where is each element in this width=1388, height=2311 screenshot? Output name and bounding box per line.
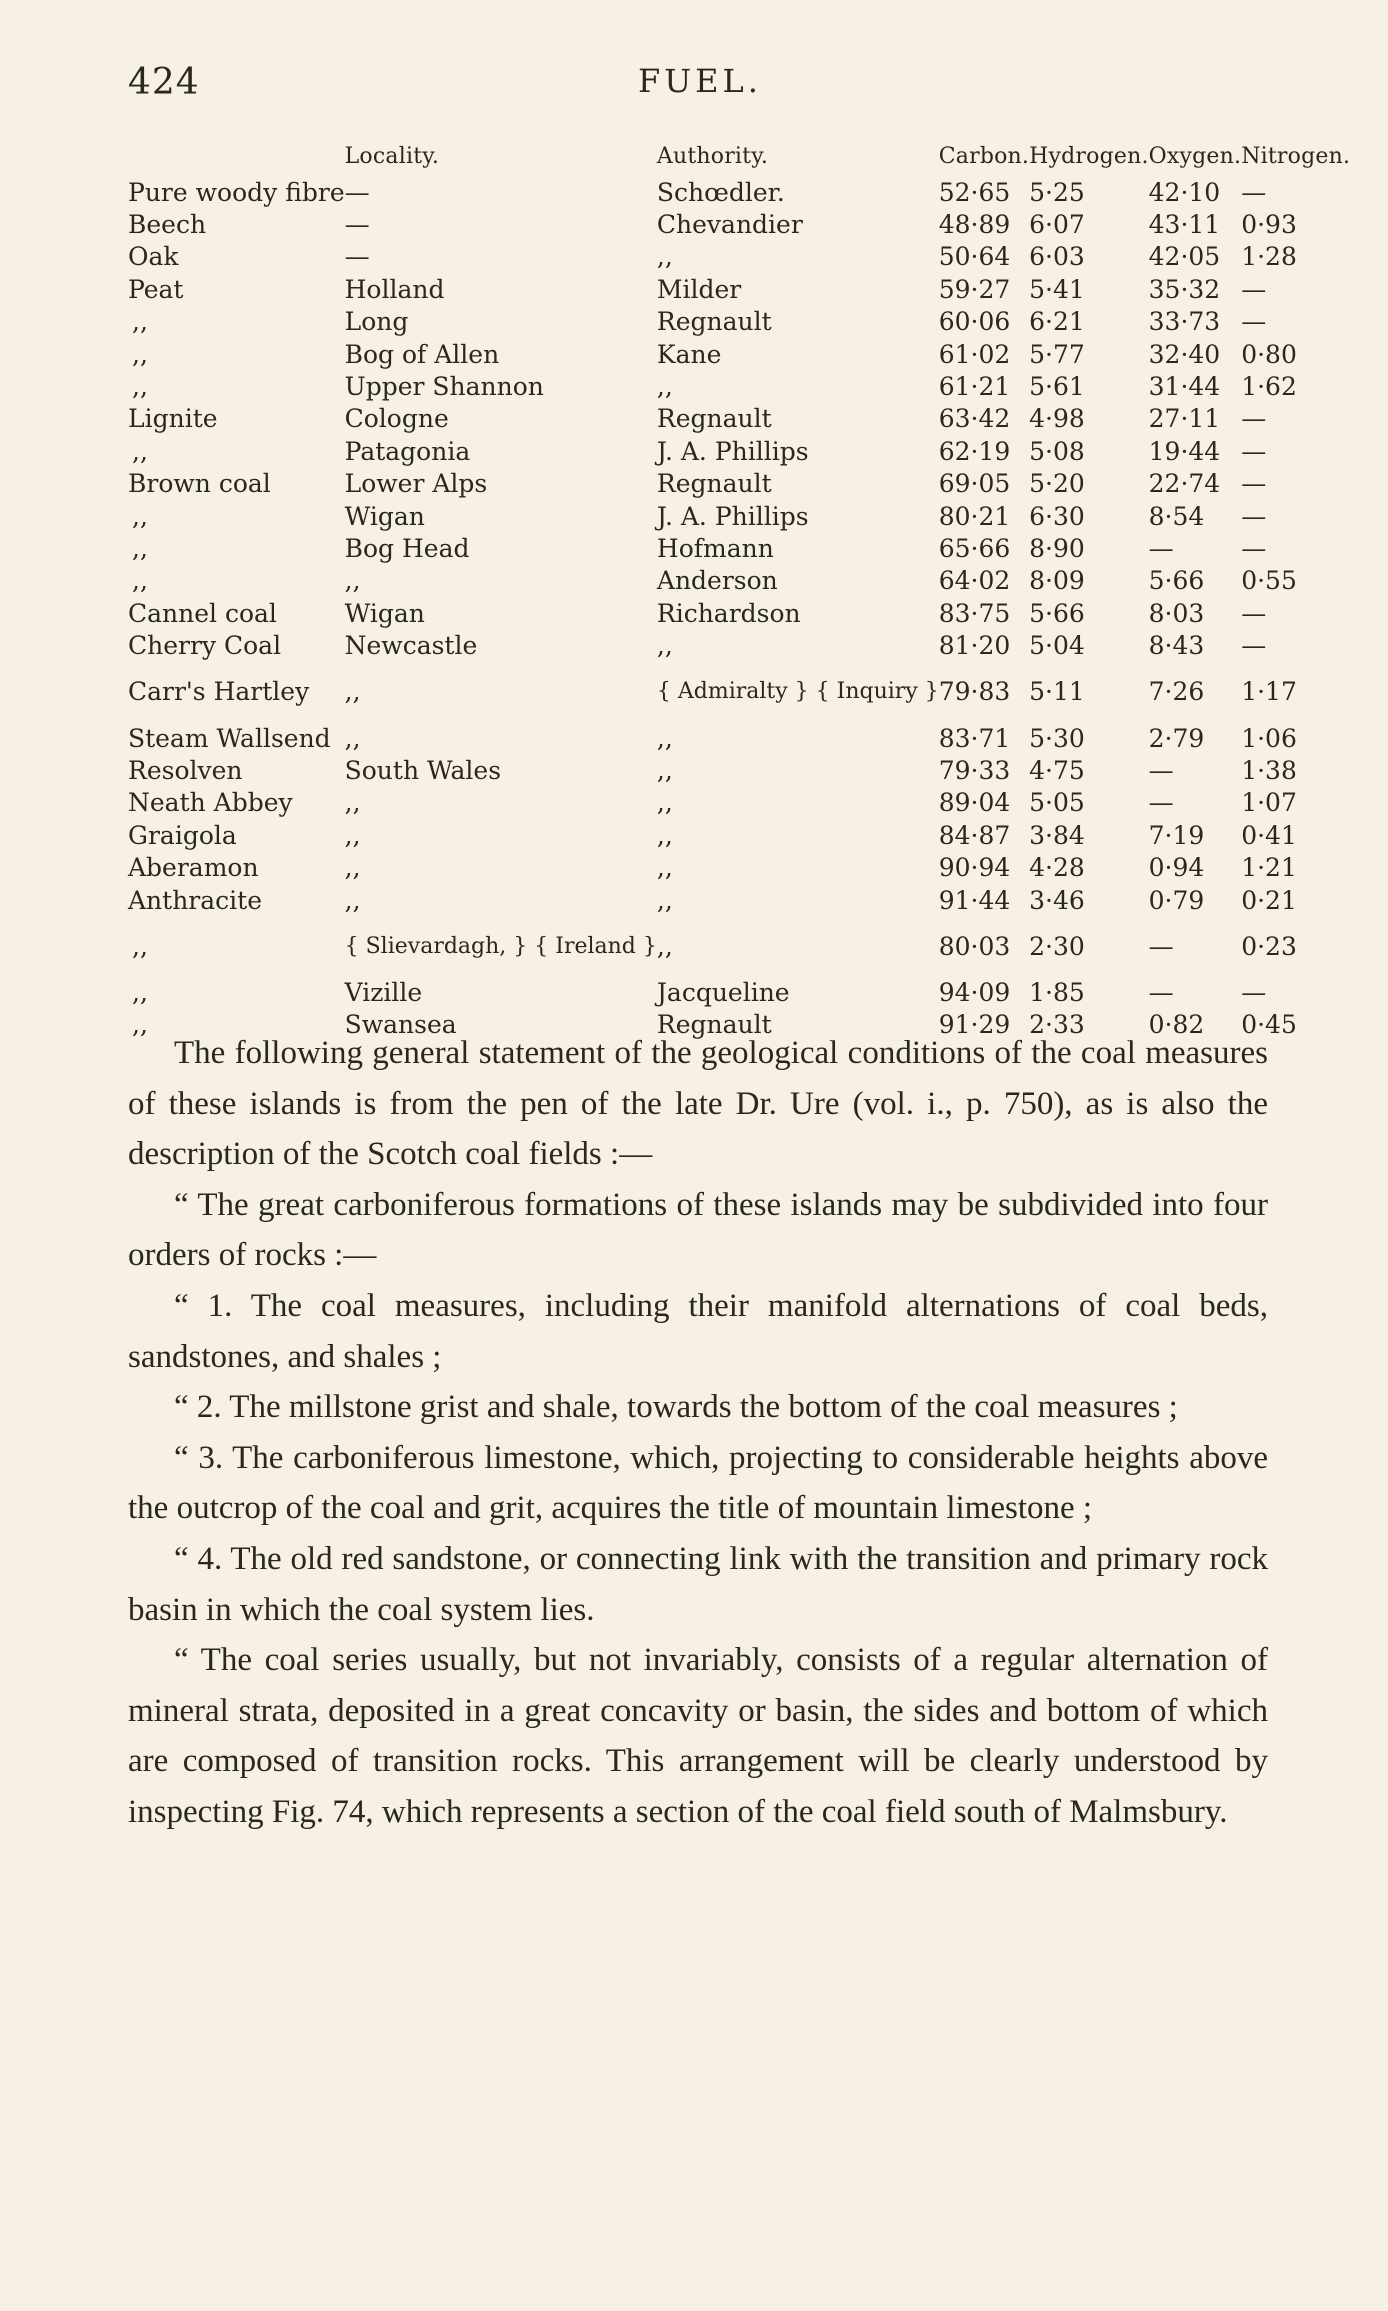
cell-carbon: 64·02 (938, 566, 1011, 596)
cell-nitrogen: — (1241, 177, 1267, 207)
cell-carbon: 83·71 (938, 723, 1011, 753)
cell-carbon: 63·42 (938, 404, 1011, 434)
cell-locality: ,, (344, 853, 361, 883)
cell-hydrogen: 4·28 (1029, 853, 1085, 883)
column-header-oxygen: Oxygen. (1148, 144, 1242, 169)
cell-substance: Lignite (128, 404, 218, 434)
cell-authority: ,, (656, 820, 673, 850)
cell-locality: — (344, 210, 370, 240)
cell-nitrogen: — (1241, 977, 1267, 1007)
cell-substance: ,, (132, 533, 148, 563)
cell-hydrogen: 5·61 (1029, 372, 1085, 402)
cell-carbon: 59·27 (938, 274, 1011, 304)
cell-nitrogen: 0·55 (1241, 566, 1297, 596)
table-header-row (128, 138, 1350, 176)
cell-locality: { Slievardagh, } { Ireland } (344, 933, 657, 959)
cell-locality: ,, (344, 723, 361, 753)
cell-hydrogen: 2·33 (1029, 1010, 1085, 1040)
cell-authority: ,, (656, 723, 673, 753)
cell-nitrogen: 0·93 (1241, 210, 1297, 240)
cell-hydrogen: 5·11 (1029, 677, 1085, 707)
cell-nitrogen: — (1241, 274, 1267, 304)
table-row (128, 916, 1350, 976)
cell-hydrogen: 5·41 (1029, 274, 1085, 304)
cell-locality: Patagonia (344, 436, 471, 466)
cell-oxygen: 7·26 (1148, 677, 1205, 707)
cell-substance: ,, (132, 1010, 148, 1040)
cell-nitrogen: 1·38 (1241, 755, 1297, 785)
cell-oxygen: 33·73 (1148, 307, 1221, 337)
table-row (128, 851, 1350, 883)
cell-hydrogen: 5·25 (1029, 177, 1085, 207)
paragraph: The following general statement of the geological conditions of the coal measures of these islands is from the pen of the late Dr. Ure (vol. i., p. 750), as is also the description of the Scotch coal fields :— (128, 1035, 1268, 1173)
running-title: FUEL. (638, 62, 762, 100)
table-row (128, 435, 1350, 467)
cell-carbon: 91·29 (938, 1010, 1011, 1040)
paragraph: “ 3. The carboniferous limestone, which, projecting to considerable heights above the outcrop of the coal and grit, acquires the title of mountain limestone ; (128, 1439, 1268, 1527)
cell-locality: Newcastle (344, 631, 478, 661)
cell-substance: ,, (132, 501, 148, 531)
cell-oxygen: 42·10 (1148, 177, 1221, 207)
cell-oxygen: — (1148, 788, 1174, 818)
cell-substance: Aberamon (128, 853, 259, 883)
cell-nitrogen: — (1241, 404, 1267, 434)
cell-authority: ,, (656, 885, 673, 915)
column-header-authority: Authority. (656, 144, 769, 169)
cell-oxygen: — (1148, 931, 1174, 961)
paragraph: “ 2. The millstone grist and shale, towards the bottom of the coal measures ; (174, 1389, 1178, 1426)
cell-locality: Holland (344, 274, 445, 304)
cell-substance: ,, (132, 372, 148, 402)
cell-authority: Hofmann (656, 533, 774, 563)
table-row (128, 819, 1350, 851)
cell-authority: Regnault (656, 307, 772, 337)
cell-locality: Long (344, 307, 409, 337)
cell-carbon: 61·02 (938, 339, 1011, 369)
cell-authority: Kane (656, 339, 722, 369)
cell-authority: Milder (656, 274, 742, 304)
cell-hydrogen: 6·21 (1029, 307, 1085, 337)
column-header-nitrogen: Nitrogen. (1241, 144, 1351, 169)
cell-locality: Cologne (344, 404, 449, 434)
cell-oxygen: 0·94 (1148, 853, 1205, 883)
cell-hydrogen: 5·05 (1029, 788, 1085, 818)
cell-nitrogen: — (1241, 436, 1267, 466)
table-row (128, 306, 1350, 338)
cell-hydrogen: 5·08 (1029, 436, 1085, 466)
cell-oxygen: — (1148, 977, 1174, 1007)
cell-locality: ,, (344, 820, 361, 850)
cell-oxygen: 42·05 (1148, 242, 1221, 272)
paragraph: “ The great carboniferous formations of these islands may be subdivided into four orders of rocks :— (128, 1186, 1268, 1274)
cell-hydrogen: 8·09 (1029, 566, 1085, 596)
body-text (128, 1028, 1268, 1838)
cell-oxygen: — (1148, 533, 1174, 563)
cell-locality: Vizille (344, 977, 423, 1007)
cell-carbon: 50·64 (938, 242, 1011, 272)
cell-authority: Regnault (656, 404, 772, 434)
cell-locality: — (344, 177, 370, 207)
cell-locality: Swansea (344, 1010, 457, 1040)
cell-substance: Brown coal (128, 469, 271, 499)
table-row (128, 338, 1350, 370)
cell-substance: Carr's Hartley (128, 677, 310, 707)
cell-authority: ,, (656, 788, 673, 818)
cell-carbon: 81·20 (938, 631, 1011, 661)
cell-substance: Anthracite (128, 885, 262, 915)
cell-substance: Beech (128, 210, 207, 240)
cell-carbon: 60·06 (938, 307, 1011, 337)
cell-carbon: 69·05 (938, 469, 1011, 499)
cell-authority: Richardson (656, 598, 801, 628)
table-row (128, 722, 1350, 754)
cell-substance: ,, (132, 307, 148, 337)
table-row (128, 662, 1350, 722)
cell-oxygen: 19·44 (1148, 436, 1221, 466)
cell-oxygen: 2·79 (1148, 723, 1205, 753)
cell-carbon: 83·75 (938, 598, 1011, 628)
table-row (128, 532, 1350, 564)
cell-authority: Regnault (656, 469, 772, 499)
cell-carbon: 80·03 (938, 931, 1011, 961)
cell-locality: ,, (344, 788, 361, 818)
paragraph: “ 1. The coal measures, including their manifold alternations of coal beds, sandstones, and shales ; (128, 1287, 1268, 1375)
cell-nitrogen: 1·28 (1241, 242, 1297, 272)
cell-nitrogen: — (1241, 631, 1267, 661)
running-head (128, 62, 1260, 112)
table-row (128, 500, 1350, 532)
cell-locality: South Wales (344, 755, 502, 785)
cell-hydrogen: 1·85 (1029, 977, 1085, 1007)
cell-authority: J. A. Phillips (656, 436, 809, 466)
column-header-locality: Locality. (344, 144, 440, 169)
cell-hydrogen: 3·46 (1029, 885, 1085, 915)
cell-carbon: 48·89 (938, 210, 1011, 240)
cell-nitrogen: 1·06 (1241, 723, 1297, 753)
cell-hydrogen: 5·30 (1029, 723, 1085, 753)
cell-oxygen: 0·82 (1148, 1010, 1205, 1040)
cell-authority: { Admiralty } { Inquiry } (656, 679, 939, 705)
cell-nitrogen: 1·07 (1241, 788, 1297, 818)
column-header-hydrogen: Hydrogen. (1029, 144, 1149, 169)
cell-locality: ,, (344, 885, 361, 915)
cell-hydrogen: 3·84 (1029, 820, 1085, 850)
cell-carbon: 62·19 (938, 436, 1011, 466)
cell-hydrogen: 8·90 (1029, 533, 1085, 563)
column-header-substance (128, 138, 345, 176)
cell-nitrogen: — (1241, 598, 1267, 628)
cell-oxygen: 8·43 (1148, 631, 1205, 661)
cell-substance: Neath Abbey (128, 788, 293, 818)
cell-oxygen: 22·74 (1148, 469, 1221, 499)
cell-substance: Steam Wallsend (128, 723, 331, 753)
cell-oxygen: 8·03 (1148, 598, 1205, 628)
cell-nitrogen: — (1241, 501, 1267, 531)
table-row (128, 468, 1350, 500)
cell-hydrogen: 4·98 (1029, 404, 1085, 434)
cell-oxygen: 7·19 (1148, 820, 1205, 850)
cell-authority: Jacqueline (656, 977, 790, 1007)
cell-nitrogen: 1·62 (1241, 372, 1297, 402)
cell-hydrogen: 5·66 (1029, 598, 1085, 628)
table-row (128, 565, 1350, 597)
cell-nitrogen: 0·23 (1241, 931, 1297, 961)
cell-hydrogen: 6·03 (1029, 242, 1085, 272)
cell-oxygen: — (1148, 755, 1174, 785)
fuel-composition-table (128, 138, 1351, 1041)
cell-substance: Oak (128, 242, 179, 272)
table-row (128, 403, 1350, 435)
cell-carbon: 79·83 (938, 677, 1011, 707)
cell-substance: ,, (132, 977, 148, 1007)
cell-nitrogen: 1·21 (1241, 853, 1297, 883)
cell-substance: ,, (132, 339, 148, 369)
cell-substance: Cannel coal (128, 598, 277, 628)
cell-authority: Schœdler. (656, 177, 785, 207)
table-row (128, 273, 1350, 305)
table-row (128, 208, 1350, 240)
cell-substance: ,, (132, 436, 148, 466)
cell-substance: Pure woody fibre (128, 177, 345, 207)
cell-nitrogen: 0·41 (1241, 820, 1297, 850)
cell-nitrogen: — (1241, 469, 1267, 499)
table-row (128, 370, 1350, 402)
cell-locality: ,, (344, 566, 361, 596)
cell-authority: ,, (656, 755, 673, 785)
cell-locality: Bog of Allen (344, 339, 500, 369)
table-row (128, 629, 1350, 661)
cell-substance: Cherry Coal (128, 631, 282, 661)
cell-oxygen: 0·79 (1148, 885, 1205, 915)
cell-locality: Bog Head (344, 533, 470, 563)
cell-nitrogen: — (1241, 307, 1267, 337)
cell-locality: Upper Shannon (344, 372, 544, 402)
paragraph: “ 4. The old red sandstone, or connecting link with the transition and primary rock basin in which the coal system lies. (128, 1540, 1268, 1628)
table-row (128, 884, 1350, 916)
cell-carbon: 61·21 (938, 372, 1011, 402)
cell-authority: Regnault (656, 1010, 772, 1040)
table-row (128, 787, 1350, 819)
cell-substance: Peat (128, 274, 184, 304)
cell-hydrogen: 4·75 (1029, 755, 1085, 785)
cell-authority: Chevandier (656, 210, 803, 240)
cell-hydrogen: 6·30 (1029, 501, 1085, 531)
cell-locality: ,, (344, 677, 361, 707)
table-row (128, 176, 1350, 208)
cell-hydrogen: 2·30 (1029, 931, 1085, 961)
cell-oxygen: 31·44 (1148, 372, 1221, 402)
cell-authority: Anderson (656, 566, 778, 596)
cell-carbon: 79·33 (938, 755, 1011, 785)
cell-substance: Resolven (128, 755, 243, 785)
table-row (128, 241, 1350, 273)
cell-hydrogen: 5·04 (1029, 631, 1085, 661)
cell-oxygen: 43·11 (1148, 210, 1221, 240)
cell-hydrogen: 6·07 (1029, 210, 1085, 240)
cell-nitrogen: 0·80 (1241, 339, 1297, 369)
page-number: 424 (128, 62, 200, 103)
cell-carbon: 90·94 (938, 853, 1011, 883)
cell-oxygen: 5·66 (1148, 566, 1205, 596)
column-header-carbon: Carbon. (938, 144, 1030, 169)
cell-authority: ,, (656, 242, 673, 272)
cell-locality: — (344, 242, 370, 272)
cell-oxygen: 35·32 (1148, 274, 1221, 304)
cell-authority: ,, (656, 853, 673, 883)
cell-oxygen: 8·54 (1148, 501, 1205, 531)
cell-hydrogen: 5·20 (1029, 469, 1085, 499)
cell-locality: Wigan (344, 501, 425, 531)
cell-locality: Lower Alps (344, 469, 488, 499)
cell-oxygen: 32·40 (1148, 339, 1221, 369)
cell-hydrogen: 5·77 (1029, 339, 1085, 369)
cell-nitrogen: 0·45 (1241, 1010, 1297, 1040)
cell-carbon: 91·44 (938, 885, 1011, 915)
cell-carbon: 80·21 (938, 501, 1011, 531)
cell-carbon: 89·04 (938, 788, 1011, 818)
cell-nitrogen: — (1241, 533, 1267, 563)
paragraph: “ The coal series usually, but not invariably, consists of a regular alternation of mineral strata, deposited in a great concavity or basin, the sides and bottom of which are composed of transition rocks. This arrangement will be clearly understood by inspecting Fig. 74, which represents a section of the coal field south of Malmsbury. (128, 1642, 1268, 1830)
cell-authority: ,, (656, 931, 673, 961)
cell-substance: ,, (132, 931, 148, 961)
cell-carbon: 52·65 (938, 177, 1011, 207)
cell-authority: ,, (656, 372, 673, 402)
cell-oxygen: 27·11 (1148, 404, 1221, 434)
cell-authority: J. A. Phillips (656, 501, 809, 531)
cell-carbon: 65·66 (938, 533, 1011, 563)
cell-locality: Wigan (344, 598, 425, 628)
cell-authority: ,, (656, 631, 673, 661)
table-row (128, 597, 1350, 629)
cell-nitrogen: 1·17 (1241, 677, 1297, 707)
cell-substance: Graigola (128, 820, 237, 850)
cell-carbon: 94·09 (938, 977, 1011, 1007)
cell-substance: ,, (132, 566, 148, 596)
cell-carbon: 84·87 (938, 820, 1011, 850)
table-row (128, 754, 1350, 786)
cell-nitrogen: 0·21 (1241, 885, 1297, 915)
table-row (128, 976, 1350, 1008)
